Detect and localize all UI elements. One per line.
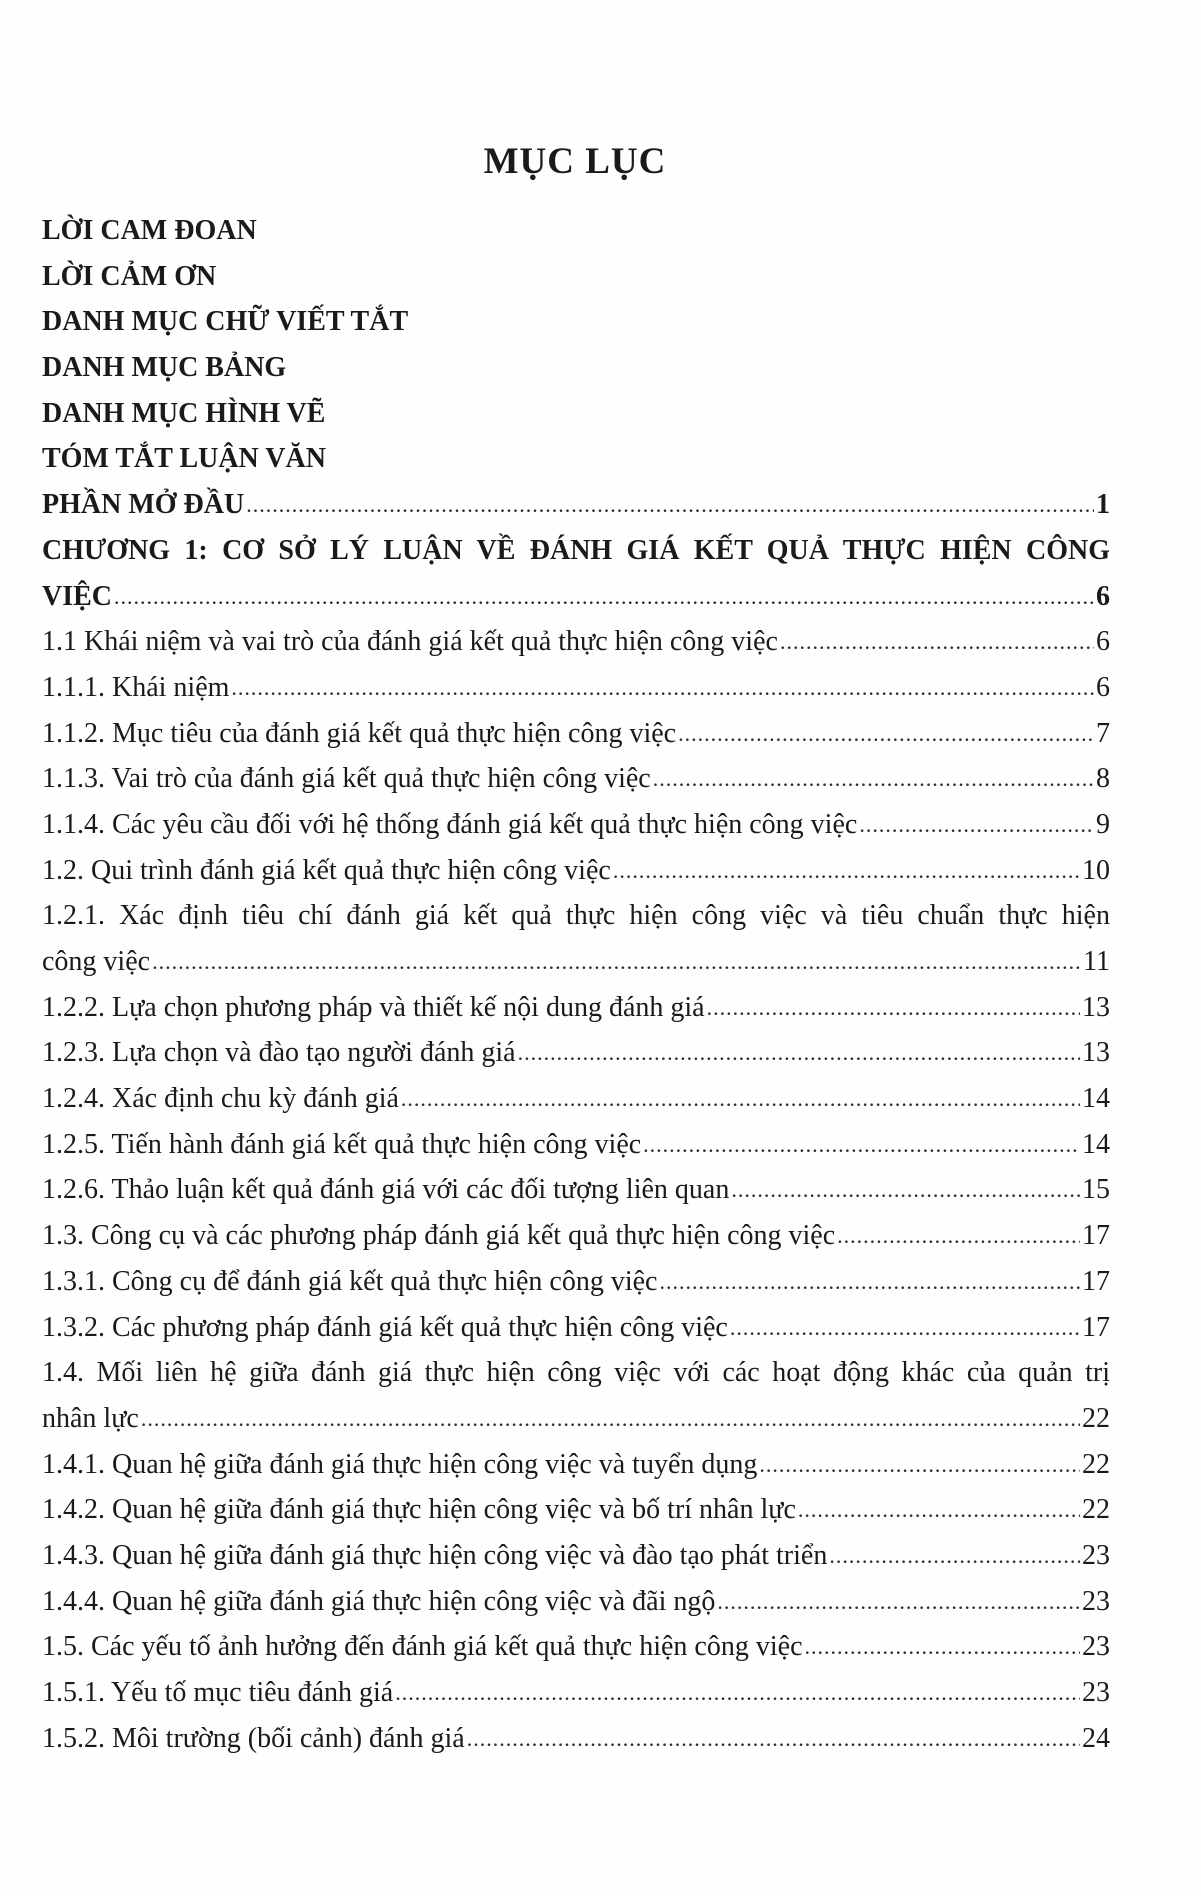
dot-leader	[246, 481, 1094, 528]
toc-entry-page-number: 14	[1082, 1128, 1110, 1160]
toc-entry	[42, 1076, 1110, 1122]
toc-entry	[42, 1122, 1110, 1168]
toc-entry	[42, 299, 1110, 345]
toc-entry-page-number: 11	[1083, 946, 1110, 977]
toc-entry-label: DANH MỤC HÌNH VẼ	[42, 397, 326, 429]
toc-entry	[42, 1533, 1110, 1579]
toc-entry-page-number: 24	[1082, 1722, 1110, 1754]
toc-entry-label: 1.5.1. Yếu tố mục tiêu đánh giá	[42, 1677, 394, 1708]
toc-entry	[42, 802, 1110, 848]
toc-entry	[42, 1350, 1110, 1396]
toc-entry-label: 1.2.6. Thảo luận kết quả đánh giá với các đối tượng liên quan	[42, 1174, 730, 1206]
toc-entry-label: 1.1 Khái niệm và vai trò của đánh giá kết quả thực hiện công việc	[42, 626, 778, 658]
toc-entry	[42, 1670, 1110, 1716]
toc-entry	[42, 985, 1110, 1031]
dot-leader	[518, 1029, 1080, 1076]
toc-entry-page-number: 14	[1082, 1083, 1110, 1115]
dot-leader	[643, 1121, 1080, 1168]
dot-leader	[717, 1578, 1080, 1625]
toc-entry-page-number: 1	[1096, 489, 1110, 521]
dot-leader	[467, 1715, 1080, 1762]
toc-entry-page-number: 6	[1096, 580, 1110, 612]
toc-entry-label: VIỆC	[42, 580, 113, 612]
toc-entry-label: 1.3.2. Các phương pháp đánh giá kết quả thực hiện công việc	[42, 1311, 728, 1343]
dot-leader	[731, 1166, 1080, 1213]
dot-leader	[829, 1532, 1080, 1579]
toc-entry-page-number: 23	[1082, 1631, 1110, 1663]
toc-entry-label: 1.4.4. Quan hệ giữa đánh giá thực hiện công việc và đãi ngộ	[42, 1585, 716, 1617]
toc-entry	[42, 254, 1110, 300]
toc-entry	[42, 1305, 1110, 1351]
toc-entry-page-number: 10	[1082, 854, 1110, 886]
toc-entry	[42, 1030, 1110, 1076]
toc-entry	[42, 482, 1110, 528]
toc-entry-label: nhân lực	[42, 1402, 139, 1434]
toc-entry-label: 1.4.1. Quan hệ giữa đánh giá thực hiện công việc và tuyển dụng	[42, 1448, 758, 1480]
dot-leader	[707, 984, 1080, 1031]
toc-entry-page-number: 22	[1082, 1448, 1110, 1480]
page-title: MỤC LỤC	[483, 141, 667, 182]
toc-entry	[42, 756, 1110, 802]
toc-entry-page-number: 17	[1082, 1311, 1110, 1343]
toc-entry-label: 1.4.2. Quan hệ giữa đánh giá thực hiện công việc và bố trí nhân lực	[42, 1494, 796, 1526]
toc-entry	[42, 345, 1110, 391]
toc-entry-page-number: 8	[1096, 763, 1110, 795]
toc-entry-label: LỜI CAM ĐOAN	[42, 215, 257, 246]
toc-entry-label: 1.1.1. Khái niệm	[42, 671, 230, 703]
toc-entry-page-number: 6	[1096, 671, 1110, 703]
toc-entry	[42, 1716, 1110, 1762]
toc-entry-label: công việc	[42, 946, 151, 977]
toc-entry-label: 1.2.2. Lựa chọn phương pháp và thiết kế nội dung đánh giá	[42, 991, 705, 1023]
toc-entry	[42, 1487, 1110, 1533]
toc-entry-page-number: 7	[1096, 717, 1110, 749]
toc-entry-page-number: 6	[1096, 626, 1110, 658]
toc-entry-label: 1.5. Các yếu tố ảnh hưởng đến đánh giá kết quả thực hiện công việc	[42, 1631, 803, 1663]
toc-entry-label: 1.3.1. Công cụ để đánh giá kết quả thực hiện công việc	[42, 1265, 658, 1297]
toc-entry-label: 1.4.3. Quan hệ giữa đánh giá thực hiện công việc và đào tạo phát triển	[42, 1539, 828, 1571]
toc-entry	[42, 939, 1110, 985]
toc-entry-label: 1.1.3. Vai trò của đánh giá kết quả thực hiện công việc	[42, 763, 651, 795]
dot-leader	[141, 1395, 1080, 1442]
dot-leader	[152, 938, 1081, 985]
toc-entry-label: 1.2.4. Xác định chu kỳ đánh giá	[42, 1083, 399, 1115]
toc-entry	[42, 1396, 1110, 1442]
toc-entry	[42, 1442, 1110, 1488]
dot-leader	[231, 664, 1094, 711]
toc-entry	[42, 436, 1110, 482]
toc-entry-label: PHẦN MỞ ĐẦU	[42, 489, 245, 521]
toc-entry-page-number: 22	[1082, 1494, 1110, 1526]
toc-entry	[42, 848, 1110, 894]
toc-entry-label: DANH MỤC CHỮ VIẾT TẮT	[42, 306, 409, 338]
toc-entry	[42, 1259, 1110, 1305]
toc-entry	[42, 528, 1110, 574]
table-of-contents	[42, 208, 1110, 1761]
toc-entry-label: DANH MỤC BẢNG	[42, 352, 287, 384]
toc-entry-label: TÓM TẮT LUẬN VĂN	[42, 443, 326, 475]
toc-entry	[42, 665, 1110, 711]
toc-entry-page-number: 13	[1082, 991, 1110, 1023]
dot-leader	[730, 1304, 1080, 1351]
toc-entry-page-number: 17	[1082, 1265, 1110, 1297]
toc-entry-page-number: 23	[1082, 1539, 1110, 1571]
toc-entry-label: 1.3. Công cụ và các phương pháp đánh giá kết quả thực hiện công việc	[42, 1220, 836, 1252]
dot-leader	[401, 1075, 1080, 1122]
toc-entry-label: LỜI CẢM ƠN	[42, 260, 217, 292]
toc-entry-label: 1.2. Qui trình đánh giá kết quả thực hiện công việc	[42, 854, 611, 886]
toc-entry-page-number: 23	[1082, 1677, 1110, 1708]
dot-leader	[653, 755, 1094, 802]
toc-entry-page-number: 17	[1082, 1220, 1110, 1252]
dot-leader	[114, 573, 1094, 620]
toc-entry-label: 1.5.2. Môi trường (bối cảnh) đánh giá	[42, 1722, 465, 1754]
toc-entry-page-number: 15	[1082, 1174, 1110, 1206]
toc-entry-label: 1.1.2. Mục tiêu của đánh giá kết quả thực hiện công việc	[42, 717, 677, 749]
toc-entry	[42, 1213, 1110, 1259]
dot-leader	[798, 1486, 1080, 1533]
dot-leader	[759, 1441, 1080, 1488]
toc-entry-label: 1.2.5. Tiến hành đánh giá kết quả thực hiện công việc	[42, 1128, 642, 1160]
toc-entry	[42, 1579, 1110, 1625]
toc-entry	[42, 391, 1110, 437]
dot-leader	[837, 1212, 1080, 1259]
toc-entry	[42, 1167, 1110, 1213]
toc-entry	[42, 619, 1110, 665]
dot-leader	[780, 618, 1094, 665]
dot-leader	[859, 801, 1094, 848]
toc-entry	[42, 574, 1110, 620]
toc-entry-label: CHƯƠNG 1: CƠ SỞ LÝ LUẬN VỀ ĐÁNH GIÁ KẾT QUẢ THỰC HIỆN CÔNG	[42, 534, 1110, 566]
toc-entry-page-number: 22	[1082, 1402, 1110, 1434]
toc-entry-page-number: 9	[1096, 808, 1110, 840]
toc-entry	[42, 893, 1110, 939]
toc-entry-label: 1.2.3. Lựa chọn và đào tạo người đánh giá	[42, 1037, 516, 1069]
toc-entry-label: 1.4. Mối liên hệ giữa đánh giá thực hiện công việc với các hoạt động khác của quản trị	[42, 1357, 1110, 1389]
toc-entry-label: 1.2.1. Xác định tiêu chí đánh giá kết quả thực hiện công việc và tiêu chuẩn thực hiện	[42, 900, 1110, 932]
dot-leader	[659, 1258, 1080, 1305]
toc-entry	[42, 711, 1110, 757]
toc-entry-label: 1.1.4. Các yêu cầu đối với hệ thống đánh giá kết quả thực hiện công việc	[42, 808, 858, 840]
toc-entry	[42, 208, 1110, 254]
toc-entry-page-number: 13	[1082, 1037, 1110, 1069]
toc-entry	[42, 1624, 1110, 1670]
toc-entry-page-number: 23	[1082, 1585, 1110, 1617]
dot-leader	[613, 847, 1080, 894]
dot-leader	[805, 1623, 1081, 1670]
dot-leader	[395, 1669, 1080, 1716]
dot-leader	[678, 710, 1094, 757]
